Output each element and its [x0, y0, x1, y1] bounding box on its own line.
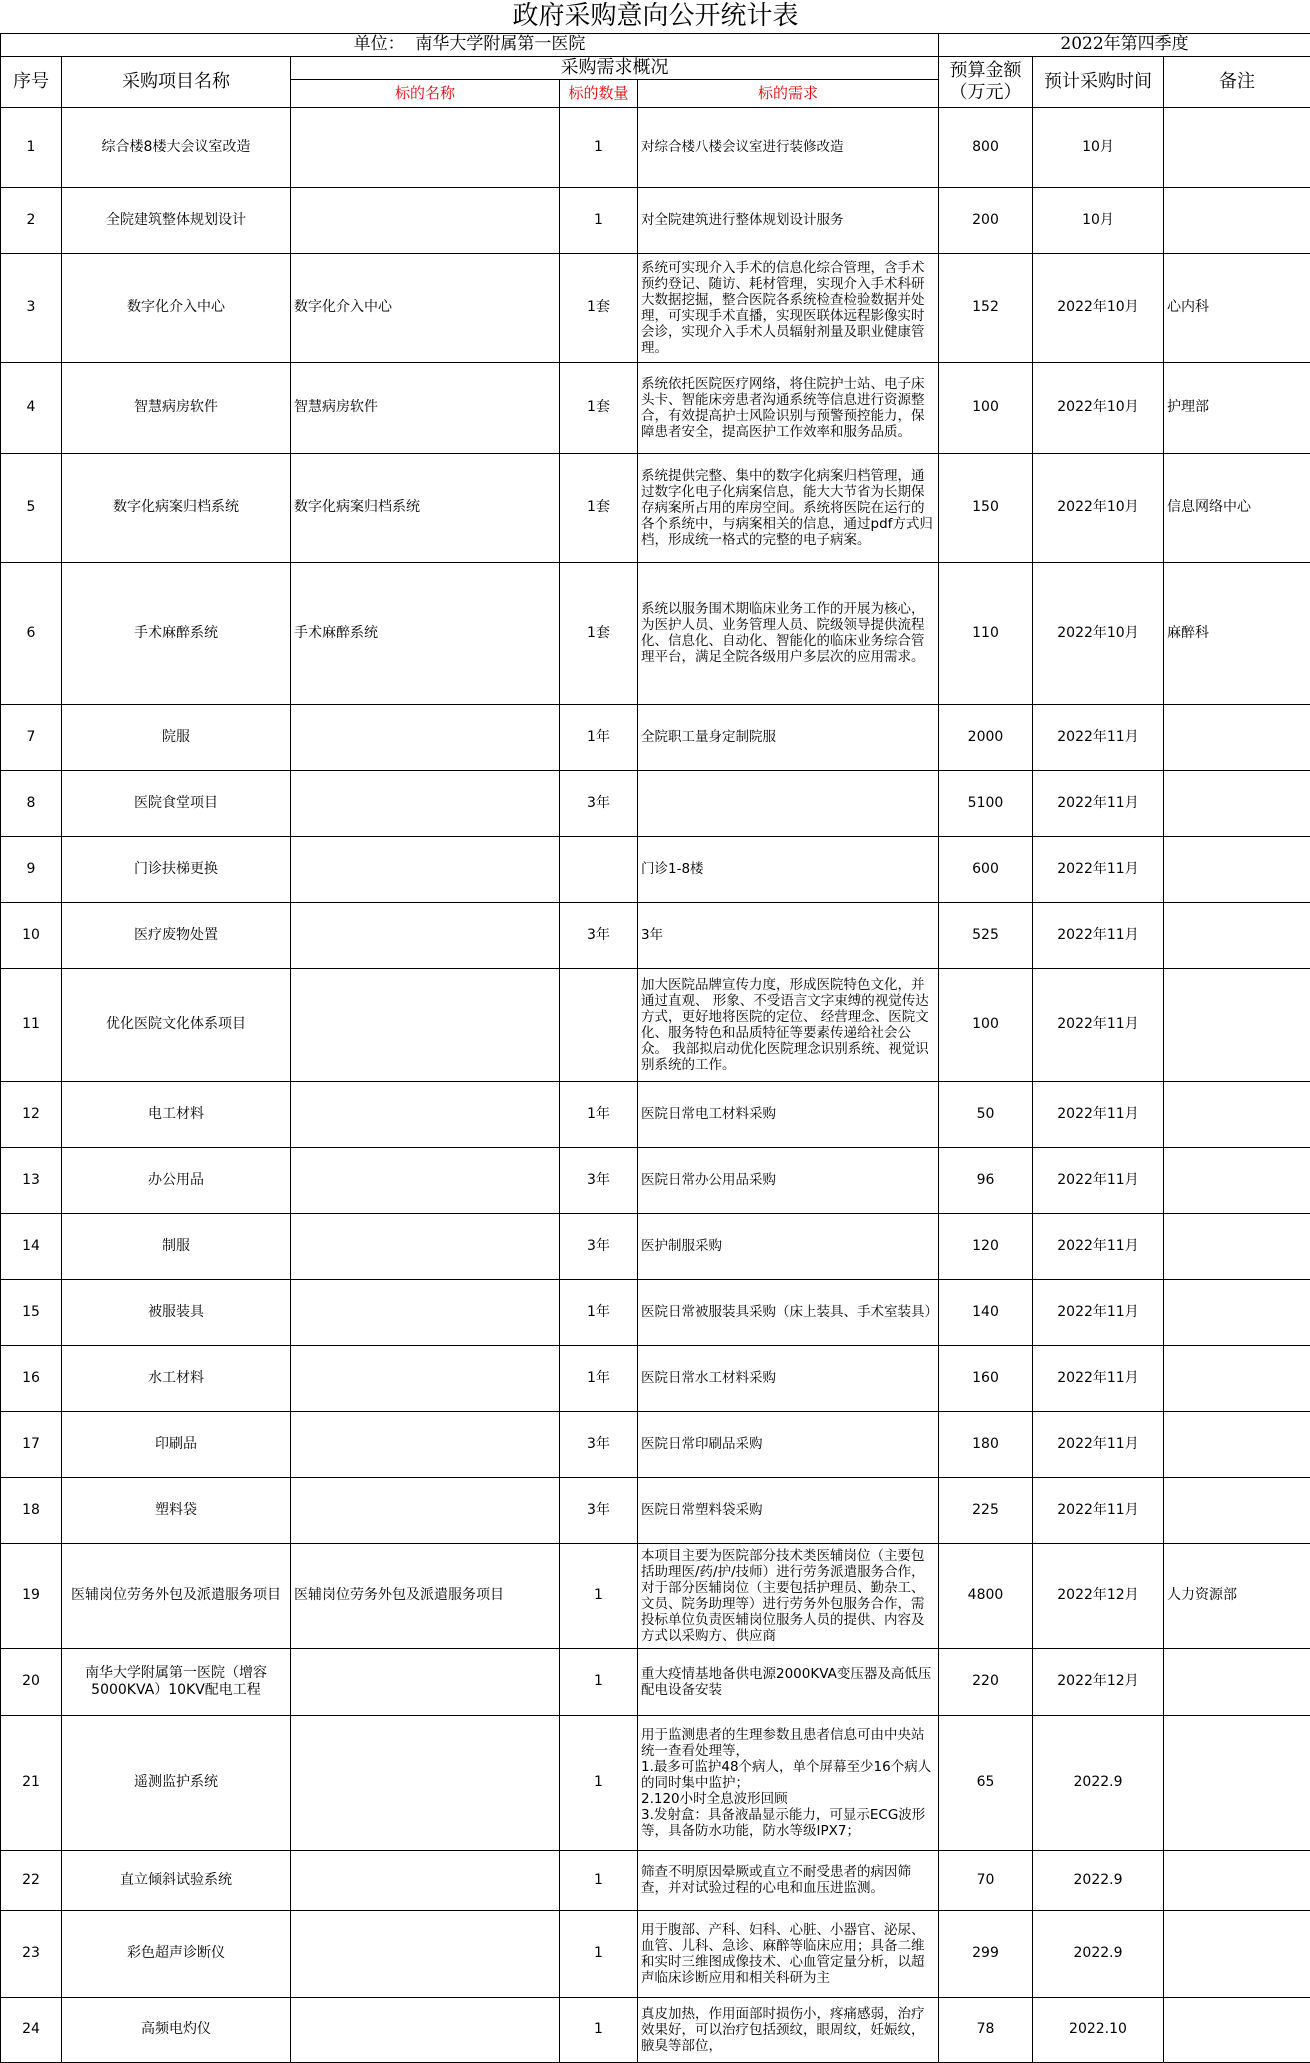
- unit-label: 单位：: [354, 34, 405, 54]
- row-lot-name: [291, 1345, 560, 1411]
- row-seq: 5: [1, 453, 62, 562]
- row-lot-qty: 1年: [560, 1081, 638, 1147]
- row-lot-req: 加大医院品牌宣传力度，形成医院特色文化，并通过直观、 形象、不受语言文字束缚的视觉传达方式，更好地将医院的定位、 经营理念、医院文化、服务特色和品质特征等要素传递给社会公众。 我部拟启动优化医院理念识别系统、视觉识别系统的工作。: [638, 968, 939, 1081]
- table-row: [1, 1477, 1310, 1543]
- row-lot-qty: 1年: [560, 1345, 638, 1411]
- row-lot-req: 医院日常被服装具采购（床上装具、手术室装具）: [638, 1279, 939, 1345]
- row-seq: 14: [1, 1213, 62, 1279]
- row-seq: 7: [1, 704, 62, 770]
- row-project-name: 医辅岗位劳务外包及派遣服务项目: [62, 1543, 291, 1648]
- row-seq: 9: [1, 836, 62, 902]
- row-project-name: 医院食堂项目: [62, 770, 291, 836]
- table-row: [1, 362, 1310, 453]
- row-lot-name: [291, 187, 560, 253]
- row-budget: 225: [939, 1477, 1033, 1543]
- row-budget: 600: [939, 836, 1033, 902]
- row-lot-name: 手术麻醉系统: [291, 562, 560, 704]
- table-row: [1, 1648, 1310, 1715]
- table-row: [1, 1279, 1310, 1345]
- row-budget: 70: [939, 1850, 1033, 1910]
- table-row: [1, 253, 1310, 362]
- row-remark: [1164, 1850, 1310, 1910]
- row-time: 2022年10月: [1033, 253, 1164, 362]
- row-lot-name: [291, 1648, 560, 1715]
- row-seq: 12: [1, 1081, 62, 1147]
- row-budget: 50: [939, 1081, 1033, 1147]
- row-time: 2022.10: [1033, 1997, 1164, 2062]
- row-project-name: 综合楼8楼大会议室改造: [62, 107, 291, 187]
- table-row: [1, 1910, 1310, 1997]
- row-lot-name: 智慧病房软件: [291, 362, 560, 453]
- row-budget: 152: [939, 253, 1033, 362]
- row-project-name: 电工材料: [62, 1081, 291, 1147]
- row-seq: 10: [1, 902, 62, 968]
- row-project-name: 医疗废物处置: [62, 902, 291, 968]
- table-row: [1, 1345, 1310, 1411]
- table-row: [1, 1081, 1310, 1147]
- row-lot-name: [291, 968, 560, 1081]
- row-lot-req: 对综合楼八楼会议室进行装修改造: [638, 107, 939, 187]
- header-budget: 预算金额（万元）: [939, 56, 1033, 107]
- row-lot-req: 医院日常电工材料采购: [638, 1081, 939, 1147]
- row-budget: 299: [939, 1910, 1033, 1997]
- row-budget: 150: [939, 453, 1033, 562]
- row-remark: 心内科: [1164, 253, 1310, 362]
- row-remark: 护理部: [1164, 362, 1310, 453]
- row-seq: 3: [1, 253, 62, 362]
- row-time: 2022年10月: [1033, 362, 1164, 453]
- row-lot-req: 本项目主要为医院部分技术类医辅岗位（主要包括助理医/药/护/技师）进行劳务派遣服务合作，对于部分医辅岗位（主要包括护理员、勤杂工、文员、院务助理等）进行劳务外包服务合作，需投标单位负责医辅岗位服务人员的提供、内容及方式以采购方、供应商: [638, 1543, 939, 1648]
- row-project-name: 数字化介入中心: [62, 253, 291, 362]
- row-remark: [1164, 704, 1310, 770]
- row-lot-name: [291, 1279, 560, 1345]
- row-remark: 人力资源部: [1164, 1543, 1310, 1648]
- row-lot-qty: 1套: [560, 253, 638, 362]
- row-lot-qty: [560, 836, 638, 902]
- row-seq: 22: [1, 1850, 62, 1910]
- row-budget: 2000: [939, 704, 1033, 770]
- row-project-name: 全院建筑整体规划设计: [62, 187, 291, 253]
- row-lot-req: 门诊1-8楼: [638, 836, 939, 902]
- row-seq: 17: [1, 1411, 62, 1477]
- row-lot-qty: 3年: [560, 1147, 638, 1213]
- row-lot-qty: 1: [560, 1648, 638, 1715]
- row-project-name: 塑料袋: [62, 1477, 291, 1543]
- row-lot-qty: 3年: [560, 1477, 638, 1543]
- row-project-name: 手术麻醉系统: [62, 562, 291, 704]
- row-time: 2022年11月: [1033, 902, 1164, 968]
- row-lot-qty: 1: [560, 187, 638, 253]
- row-lot-name: [291, 1411, 560, 1477]
- row-budget: 100: [939, 968, 1033, 1081]
- row-time: 2022.9: [1033, 1910, 1164, 1997]
- row-lot-qty: 1: [560, 1715, 638, 1850]
- table-row: [1, 1543, 1310, 1648]
- row-lot-qty: 1年: [560, 704, 638, 770]
- row-lot-name: [291, 107, 560, 187]
- row-project-name: 数字化病案归档系统: [62, 453, 291, 562]
- row-lot-qty: 1套: [560, 453, 638, 562]
- row-lot-name: [291, 704, 560, 770]
- row-budget: 96: [939, 1147, 1033, 1213]
- table-row: [1, 770, 1310, 836]
- row-time: 2022年11月: [1033, 1147, 1164, 1213]
- row-budget: 525: [939, 902, 1033, 968]
- row-budget: 100: [939, 362, 1033, 453]
- row-remark: [1164, 187, 1310, 253]
- unit-name: 南华大学附属第一医院: [415, 34, 585, 54]
- row-remark: [1164, 1147, 1310, 1213]
- row-project-name: 直立倾斜试验系统: [62, 1850, 291, 1910]
- row-time: 2022年12月: [1033, 1648, 1164, 1715]
- row-lot-qty: [560, 968, 638, 1081]
- row-budget: 140: [939, 1279, 1033, 1345]
- row-budget: 220: [939, 1648, 1033, 1715]
- row-lot-req: 全院职工量身定制院服: [638, 704, 939, 770]
- row-lot-name: [291, 1715, 560, 1850]
- row-time: 2022年11月: [1033, 770, 1164, 836]
- row-lot-qty: 1: [560, 1997, 638, 2062]
- row-time: 10月: [1033, 107, 1164, 187]
- row-remark: [1164, 1411, 1310, 1477]
- table-row: [1, 107, 1310, 187]
- row-remark: [1164, 1213, 1310, 1279]
- header-lot-qty: 标的数量: [560, 79, 638, 107]
- unit-row: [1, 33, 939, 56]
- row-remark: [1164, 968, 1310, 1081]
- header-overview: 采购需求概况: [291, 56, 939, 79]
- row-budget: 78: [939, 1997, 1033, 2062]
- row-lot-req: 系统可实现介入手术的信息化综合管理，含手术预约登记、随访、耗材管理，实现介入手术科研大数据挖掘，整合医院各系统检查检验数据并处理，可实现手术直播，实现医联体远程影像实时会诊，实现介入手术人员辐射剂量及职业健康管理。: [638, 253, 939, 362]
- header-lot-name: 标的名称: [291, 79, 560, 107]
- row-remark: [1164, 1081, 1310, 1147]
- row-time: 2022.9: [1033, 1715, 1164, 1850]
- row-lot-qty: 1: [560, 107, 638, 187]
- row-remark: [1164, 1997, 1310, 2062]
- row-project-name: 门诊扶梯更换: [62, 836, 291, 902]
- row-remark: [1164, 1715, 1310, 1850]
- row-remark: [1164, 1279, 1310, 1345]
- row-time: 2022年11月: [1033, 704, 1164, 770]
- row-seq: 23: [1, 1910, 62, 1997]
- table-row: [1, 836, 1310, 902]
- row-project-name: 南华大学附属第一医院（增容5000KVA）10KV配电工程: [62, 1648, 291, 1715]
- row-lot-name: [291, 770, 560, 836]
- table-row: [1, 1997, 1310, 2062]
- row-lot-req: 系统以服务围术期临床业务工作的开展为核心，为医护人员、业务管理人员、院级领导提供流程化、信息化、自动化、智能化的临床业务综合管理平台，满足全院各级用户多层次的应用需求。: [638, 562, 939, 704]
- row-lot-req: 系统提供完整、集中的数字化病案归档管理，通过数字化电子化病案信息，能大大节省为长期保存病案所占用的库房空间。系统将医院在运行的各个系统中，与病案相关的信息，通过pdf方式归档，形成统一格式的完整的电子病案。: [638, 453, 939, 562]
- row-budget: 180: [939, 1411, 1033, 1477]
- row-lot-name: [291, 836, 560, 902]
- header-remark: 备注: [1164, 56, 1310, 107]
- row-lot-name: 医辅岗位劳务外包及派遣服务项目: [291, 1543, 560, 1648]
- row-seq: 21: [1, 1715, 62, 1850]
- row-time: 2022年12月: [1033, 1543, 1164, 1648]
- row-lot-qty: 1: [560, 1910, 638, 1997]
- header-time: 预计采购时间: [1033, 56, 1164, 107]
- row-budget: 5100: [939, 770, 1033, 836]
- row-remark: 麻醉科: [1164, 562, 1310, 704]
- row-lot-name: [291, 1910, 560, 1997]
- row-lot-name: 数字化病案归档系统: [291, 453, 560, 562]
- row-seq: 4: [1, 362, 62, 453]
- row-lot-req: 医院日常印刷品采购: [638, 1411, 939, 1477]
- row-project-name: 遥测监护系统: [62, 1715, 291, 1850]
- row-lot-qty: 3年: [560, 1213, 638, 1279]
- row-project-name: 办公用品: [62, 1147, 291, 1213]
- row-seq: 19: [1, 1543, 62, 1648]
- row-seq: 16: [1, 1345, 62, 1411]
- row-time: 2022年11月: [1033, 1279, 1164, 1345]
- row-budget: 65: [939, 1715, 1033, 1850]
- row-lot-qty: 1套: [560, 362, 638, 453]
- header-seq: 序号: [1, 56, 62, 107]
- row-lot-qty: 1: [560, 1543, 638, 1648]
- row-project-name: 智慧病房软件: [62, 362, 291, 453]
- row-lot-qty: 3年: [560, 902, 638, 968]
- row-remark: [1164, 107, 1310, 187]
- row-remark: [1164, 1910, 1310, 1997]
- row-budget: 800: [939, 107, 1033, 187]
- row-time: 2022年11月: [1033, 1081, 1164, 1147]
- row-lot-name: [291, 1477, 560, 1543]
- table-row: [1, 704, 1310, 770]
- row-lot-req: 医护制服采购: [638, 1213, 939, 1279]
- row-project-name: 水工材料: [62, 1345, 291, 1411]
- row-project-name: 高频电灼仪: [62, 1997, 291, 2062]
- row-lot-name: [291, 902, 560, 968]
- row-seq: 15: [1, 1279, 62, 1345]
- row-budget: 200: [939, 187, 1033, 253]
- row-time: 2022.9: [1033, 1850, 1164, 1910]
- row-remark: [1164, 1477, 1310, 1543]
- row-lot-req: 医院日常塑料袋采购: [638, 1477, 939, 1543]
- row-seq: 8: [1, 770, 62, 836]
- row-remark: [1164, 1648, 1310, 1715]
- table-row: [1, 187, 1310, 253]
- sheet-title: 政府采购意向公开统计表: [1, 0, 1310, 33]
- row-remark: [1164, 770, 1310, 836]
- row-lot-req: 系统依托医院医疗网络，将住院护士站、电子床头卡、智能床旁患者沟通系统等信息进行资源整合，有效提高护士风险识别与预警预控能力，保障患者安全，提高医护工作效率和服务品质。: [638, 362, 939, 453]
- row-lot-req: 3年: [638, 902, 939, 968]
- header-project-name: 采购项目名称: [62, 56, 291, 107]
- row-seq: 18: [1, 1477, 62, 1543]
- row-project-name: 制服: [62, 1213, 291, 1279]
- row-lot-name: [291, 1147, 560, 1213]
- period-label: 2022年第四季度: [939, 33, 1310, 56]
- row-budget: 160: [939, 1345, 1033, 1411]
- row-time: 10月: [1033, 187, 1164, 253]
- table-row: [1, 1147, 1310, 1213]
- row-lot-name: [291, 1997, 560, 2062]
- row-time: 2022年11月: [1033, 1411, 1164, 1477]
- row-time: 2022年11月: [1033, 1345, 1164, 1411]
- row-lot-name: [291, 1850, 560, 1910]
- row-lot-req: [638, 770, 939, 836]
- row-lot-req: 对全院建筑进行整体规划设计服务: [638, 187, 939, 253]
- row-project-name: 被服装具: [62, 1279, 291, 1345]
- row-project-name: 彩色超声诊断仪: [62, 1910, 291, 1997]
- row-project-name: 优化医院文化体系项目: [62, 968, 291, 1081]
- row-budget: 110: [939, 562, 1033, 704]
- table-row: [1, 1213, 1310, 1279]
- row-seq: 2: [1, 187, 62, 253]
- row-lot-req: 医院日常水工材料采购: [638, 1345, 939, 1411]
- table-row: [1, 1411, 1310, 1477]
- row-remark: [1164, 836, 1310, 902]
- table-row: [1, 968, 1310, 1081]
- row-lot-qty: 3年: [560, 1411, 638, 1477]
- row-lot-req: 医院日常办公用品采购: [638, 1147, 939, 1213]
- row-time: 2022年11月: [1033, 1477, 1164, 1543]
- row-remark: [1164, 902, 1310, 968]
- row-lot-req: 筛查不明原因晕厥或直立不耐受患者的病因筛查，并对试验过程的心电和血压进监测。: [638, 1850, 939, 1910]
- row-project-name: 院服: [62, 704, 291, 770]
- row-time: 2022年11月: [1033, 968, 1164, 1081]
- row-seq: 6: [1, 562, 62, 704]
- row-remark: 信息网络中心: [1164, 453, 1310, 562]
- row-lot-req: 真皮加热，作用面部时损伤小，疼痛感弱，治疗效果好，可以治疗包括颈纹，眼周纹，妊娠纹，腋臭等部位，: [638, 1997, 939, 2062]
- table-row: [1, 1715, 1310, 1850]
- row-budget: 120: [939, 1213, 1033, 1279]
- row-seq: 11: [1, 968, 62, 1081]
- table-row: [1, 902, 1310, 968]
- row-lot-req: 用于腹部、产科、妇科、心脏、小器官、泌尿、血管、儿科、急诊、麻醉等临床应用；具备二维和实时三维图成像技术、心血管定量分析，以超声临床诊断应用和相关科研为主: [638, 1910, 939, 1997]
- row-time: 2022年10月: [1033, 562, 1164, 704]
- row-seq: 13: [1, 1147, 62, 1213]
- row-lot-req: 重大疫情基地备供电源2000KVA变压器及高低压配电设备安装: [638, 1648, 939, 1715]
- row-time: 2022年11月: [1033, 1213, 1164, 1279]
- row-lot-qty: 1年: [560, 1279, 638, 1345]
- header-lot-req: 标的需求: [638, 79, 939, 107]
- row-seq: 24: [1, 1997, 62, 2062]
- row-lot-name: [291, 1081, 560, 1147]
- row-lot-name: [291, 1213, 560, 1279]
- row-seq: 1: [1, 107, 62, 187]
- row-budget: 4800: [939, 1543, 1033, 1648]
- table-row: [1, 1850, 1310, 1910]
- row-remark: [1164, 1345, 1310, 1411]
- row-time: 2022年10月: [1033, 453, 1164, 562]
- row-time: 2022年11月: [1033, 836, 1164, 902]
- row-project-name: 印刷品: [62, 1411, 291, 1477]
- row-lot-qty: 1套: [560, 562, 638, 704]
- row-seq: 20: [1, 1648, 62, 1715]
- row-lot-qty: 3年: [560, 770, 638, 836]
- table-row: [1, 562, 1310, 704]
- row-lot-qty: 1: [560, 1850, 638, 1910]
- row-lot-name: 数字化介入中心: [291, 253, 560, 362]
- table-row: [1, 453, 1310, 562]
- row-lot-req: 用于监测患者的生理参数且患者信息可由中央站统一查看处理等， 1.最多可监护48个病人，单个屏幕至少16个病人的同时集中监护； 2.120小时全息波形回顾 3.发射盒：具备液晶显示能力，可显示ECG波形等，具备防水功能，防水等级IPX7；: [638, 1715, 939, 1850]
